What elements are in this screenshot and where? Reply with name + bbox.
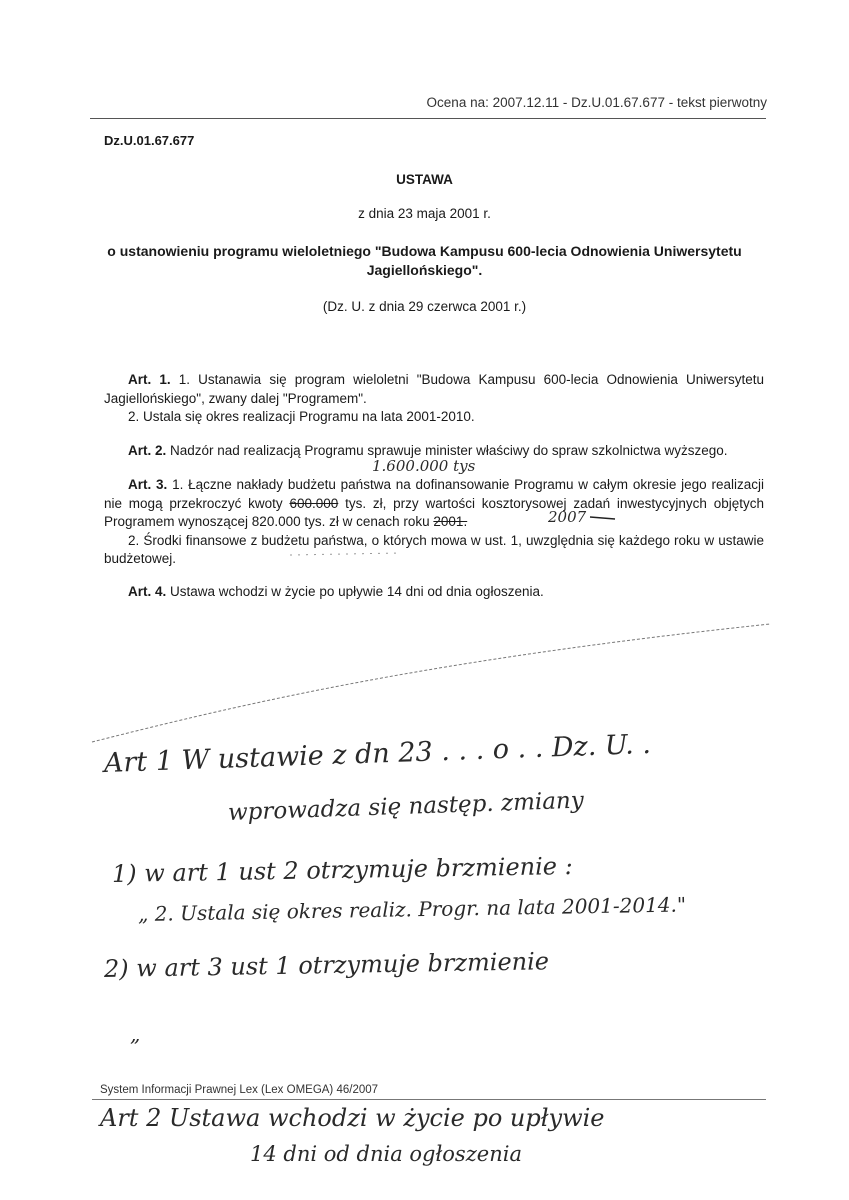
header-rule bbox=[90, 118, 766, 119]
handwritten-line-3: 1) w art 1 ust 2 otrzymuje brzmienie : bbox=[111, 851, 573, 888]
handwritten-line-2: wprowadza się następ. zmiany bbox=[227, 787, 585, 826]
footer-rule bbox=[92, 1099, 766, 1100]
document-title: USTAWA bbox=[396, 172, 453, 187]
article-4-label: Art. 4. bbox=[128, 584, 167, 599]
struck-amount: 600.000 bbox=[289, 495, 339, 511]
running-header: Ocena na: 2007.12.11 - Dz.U.01.67.677 - tekst pierwotny bbox=[426, 95, 767, 110]
article-4-paragraph bbox=[104, 583, 764, 602]
handwritten-line-5: 2) w art 3 ust 1 otrzymuje brzmienie bbox=[103, 947, 550, 983]
article-3-paragraph-2: 2. Środki finansowe z budżetu państwa, o których mowa w ust. 1, uwzględnia się każdego roku w ustawie budżetowej. bbox=[104, 532, 764, 566]
handwritten-line-8: 14 dni od dnia ogłoszenia bbox=[250, 1142, 522, 1166]
document-subject bbox=[0, 242, 849, 280]
article-3-text-b: tys. zł, przy wartości kosztorysowej zadań inwestycyjnych objętych Programem wynoszącej 820.000 tys. zł w cenach roku bbox=[104, 495, 764, 529]
article-4 bbox=[104, 583, 764, 602]
article-1-paragraph-1 bbox=[104, 371, 764, 408]
handwritten-line-4: „ 2. Ustala się okres realiz. Progr. na lata 2001-2014." bbox=[137, 892, 687, 926]
article-3 bbox=[104, 476, 764, 569]
footer-text: System Informacji Prawnej Lex (Lex OMEGA) 46/2007 bbox=[100, 1084, 379, 1096]
article-1 bbox=[104, 371, 764, 427]
handwritten-line-1: Art 1 W ustawie z dn 23 . . . o . . Dz. U. . bbox=[103, 728, 652, 779]
article-3-text-a: 1. Łączne nakłady budżetu państwa na dofinansowanie Programu w całym okresie jego realizacji nie mogą przekroczyć kwoty bbox=[104, 477, 764, 511]
publication-source: (Dz. U. z dnia 29 czerwca 2001 r.) bbox=[322, 299, 527, 314]
struck-year: 2001. bbox=[433, 514, 468, 529]
handwritten-amount: 1.600.000 tys bbox=[372, 457, 476, 475]
long-pen-stroke bbox=[92, 624, 770, 742]
article-1-paragraph-2: 2. Ustala się okres realizacji Programu na lata 2001-2010. bbox=[128, 409, 475, 424]
handwritten-line-7: Art 2 Ustawa wchodzi w życie po upływie bbox=[100, 1104, 605, 1132]
document-id: Dz.U.01.67.677 bbox=[104, 133, 195, 148]
subject-line-2: Jagiellońskiego". bbox=[366, 262, 483, 278]
article-3-label: Art. 3. bbox=[128, 477, 168, 492]
article-4-text: Ustawa wchodzi w życie po upływie 14 dni od dnia ogłoszenia. bbox=[166, 584, 544, 599]
document-date: z dnia 23 maja 2001 r. bbox=[358, 206, 491, 221]
article-3-paragraph-1 bbox=[104, 476, 764, 532]
handwritten-line-6: „ bbox=[130, 1022, 141, 1046]
article-2-label: Art. 2. bbox=[128, 443, 167, 458]
article-2-text: Nadzór nad realizacją Programu sprawuje minister właściwy do spraw szkolnictwa wyższego. bbox=[166, 443, 728, 458]
handwritten-year: 2007 bbox=[548, 508, 587, 526]
subject-line-1: o ustanowieniu programu wieloletniego "Budowa Kampusu 600-lecia Odnowienia Uniwersytetu bbox=[107, 243, 742, 259]
article-1-label: Art. 1. bbox=[128, 372, 171, 387]
article-1-text: 1. Ustanawia się program wieloletni "Budowa Kampusu 600-lecia Odnowienia Uniwersytetu Jagiellońskiego", zwany dalej "Programem". bbox=[104, 372, 764, 406]
